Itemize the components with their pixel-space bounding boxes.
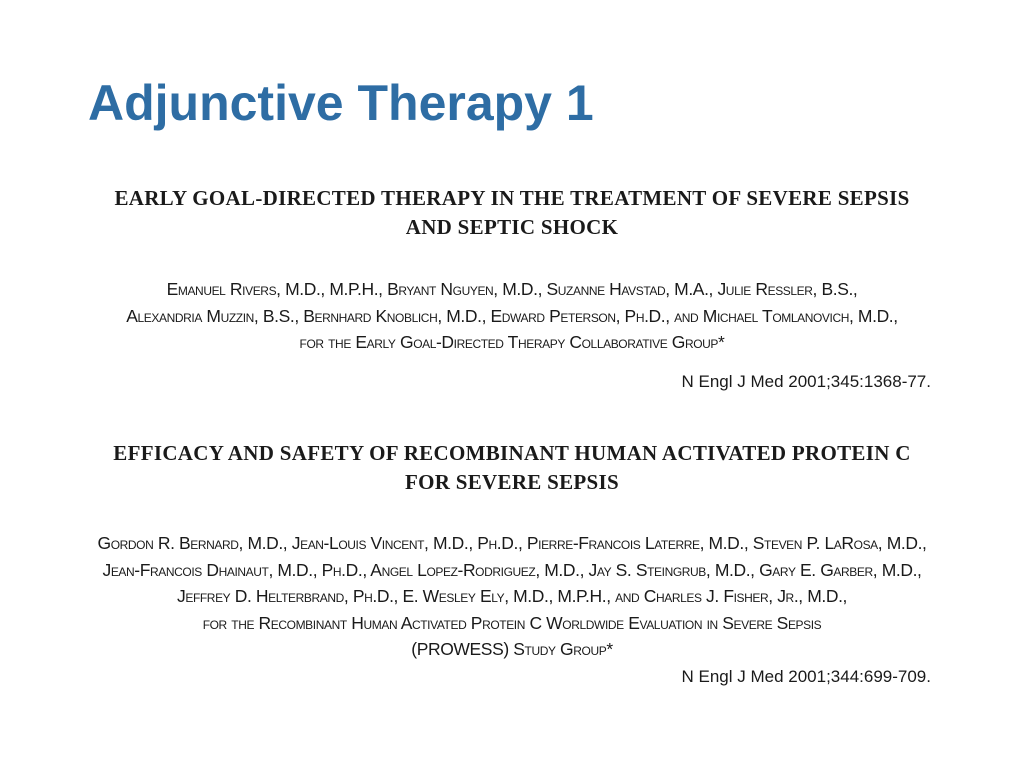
journal-citation: N Engl J Med 2001;344:699-709.	[681, 667, 931, 686]
article-2	[0, 439, 1024, 497]
article-1-authors	[0, 276, 1024, 356]
article-title-line: AND SEPTIC SHOCK	[405, 215, 619, 239]
author-line: (PROWESS) Study Group*	[411, 639, 613, 659]
article-title-line: EARLY GOAL-DIRECTED THERAPY IN THE TREATMENT OF SEVERE SEPSIS	[114, 186, 910, 210]
author-line: Emanuel Rivers, M.D., M.P.H., Bryant Nguyen, M.D., Suzanne Havstad, M.A., Julie Ressler, B.S.,	[166, 279, 858, 299]
author-line: Alexandria Muzzin, B.S., Bernhard Knoblich, M.D., Edward Peterson, Ph.D., and Michael Tomlanovich, M.D.,	[126, 305, 898, 326]
slide-title: Adjunctive Therapy 1	[88, 75, 594, 131]
author-line: Jean-Francois Dhainaut, M.D., Ph.D., Angel Lopez-Rodriguez, M.D., Jay S. Steingrub, M.D., Gary E. Garber, M.D.,	[102, 559, 922, 580]
author-line: Jeffrey D. Helterbrand, Ph.D., E. Wesley Ely, M.D., M.P.H., and Charles J. Fisher, Jr., M.D.,	[176, 586, 848, 606]
author-line: for the Early Goal-Directed Therapy Collaborative Group*	[299, 332, 725, 352]
journal-citation: N Engl J Med 2001;345:1368-77.	[681, 372, 931, 391]
article-2-authors	[0, 530, 1024, 663]
author-line: for the Recombinant Human Activated Protein C Worldwide Evaluation in Severe Sepsis	[202, 612, 822, 633]
article-title	[0, 439, 1024, 497]
article-title-line: EFFICACY AND SAFETY OF RECOMBINANT HUMAN ACTIVATED PROTEIN C	[113, 441, 911, 465]
article-1	[0, 184, 1024, 242]
author-list	[0, 530, 1024, 663]
author-list	[0, 276, 1024, 356]
article-title	[0, 184, 1024, 242]
article-title-line: FOR SEVERE SEPSIS	[404, 470, 619, 494]
author-line: Gordon R. Bernard, M.D., Jean-Louis Vincent, M.D., Ph.D., Pierre-Francois Laterre, M.D., Steven P. LaRosa, M.D.,	[97, 533, 927, 553]
